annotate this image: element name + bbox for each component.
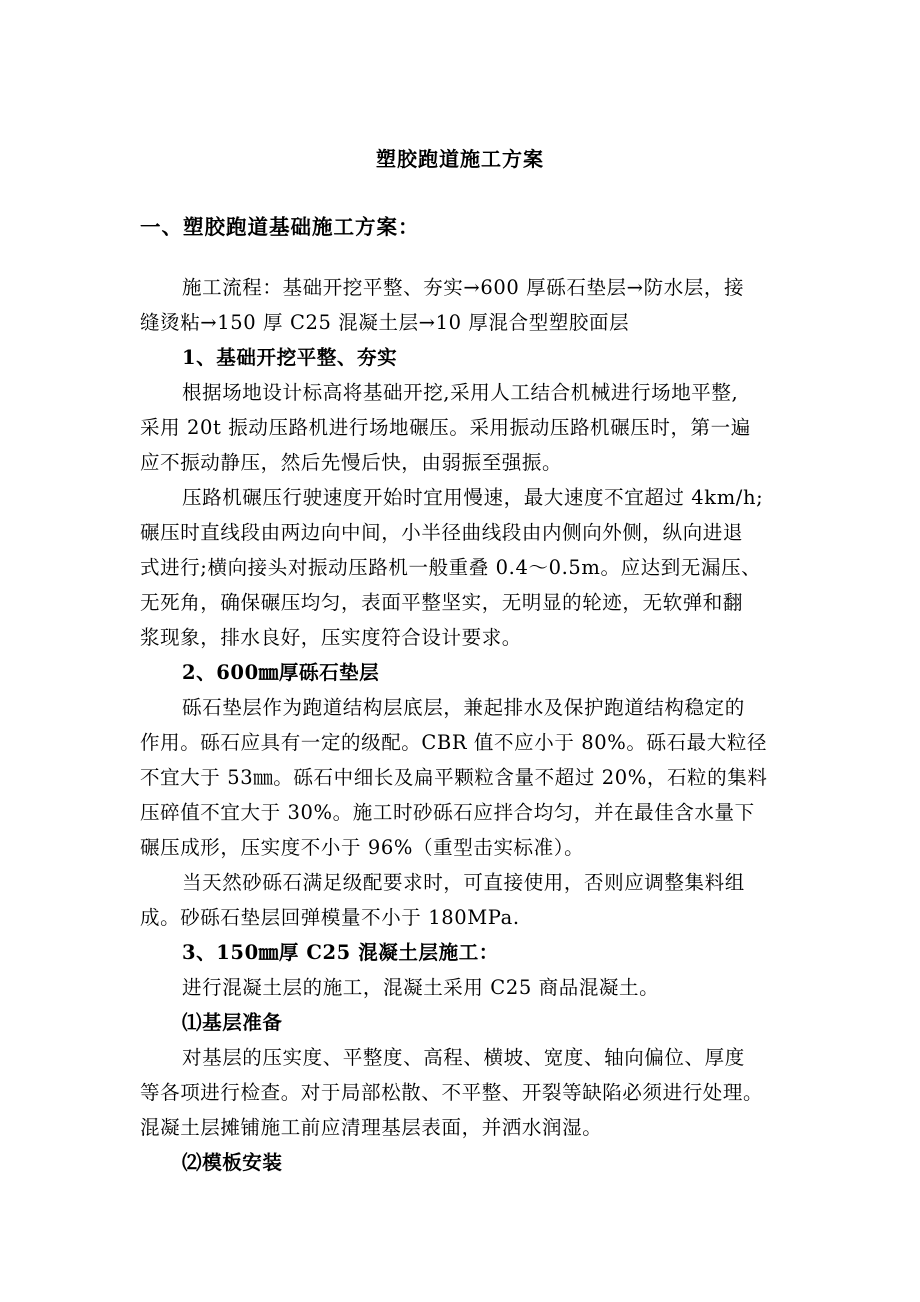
paragraph-line: 根据场地设计标高将基础开挖,采用人工结合机械进行场地平整, [182,381,739,404]
paragraph-line: 砾石垫层作为跑道结构层底层，兼起排水及保护跑道结构稳定的 [182,696,745,719]
paragraph-line: 应不振动静压，然后先慢后快，由弱振至强振。 [140,451,563,474]
subheading: 1、基础开挖平整、夯实 [182,346,398,369]
paragraph-line: 施工流程：基础开挖平整、夯实→600 厚砾石垫层→防水层，接 [182,276,745,299]
subheading: 3、150㎜厚 C25 混凝土层施工： [182,941,499,964]
paragraph-line: 采用 20t 振动压路机进行场地碾压。采用振动压路机碾压时，第一遍 [140,416,751,439]
paragraph-line: 对基层的压实度、平整度、高程、横坡、宽度、轴向偏位、厚度 [182,1046,745,1069]
paragraph-line: 碾压成形，压实度不小于 96%（重型击实标准）。 [140,836,585,859]
paragraph-line: 压路机碾压行驶速度开始时宜用慢速，最大速度不宜超过 4km/h; [182,486,764,509]
subheading: 2、600㎜厚砾石垫层 [182,661,380,684]
paragraph-line: 进行混凝土层的施工，混凝土采用 C25 商品混凝土。 [182,976,660,999]
subheading: ⑴基层准备 [182,1011,283,1034]
paragraph-line: 碾压时直线段由两边向中间，小半径曲线段由内侧向外侧，纵向进退 [140,521,744,544]
paragraph-line: 无死角，确保碾压均匀，表面平整坚实，无明显的轮迹，无软弹和翻 [140,591,744,614]
paragraph-line: 不宜大于 53㎜。砾石中细长及扁平颗粒含量不超过 20%，石粒的集料 [140,766,768,789]
subheading: ⑵模板安装 [182,1151,283,1174]
document-title: 塑胶跑道施工方案 [376,147,544,171]
paragraph-line: 当天然砂砾石满足级配要求时，可直接使用，否则应调整集料组 [182,871,745,894]
paragraph-line: 式进行;横向接头对振动压路机一般重叠 0.4～0.5m。应达到无漏压、 [140,556,762,579]
paragraph-line: 作用。砾石应具有一定的级配。CBR 值不应小于 80%。砾石最大粒径 [140,731,768,754]
section-heading: 一、塑胶跑道基础施工方案： [140,215,420,239]
paragraph-line: 成。砂砾石垫层回弹模量不小于 180MPa. [140,906,520,929]
paragraph-line: 混凝土层摊铺施工前应清理基层表面，并洒水润湿。 [140,1116,603,1139]
paragraph-line: 缝烫粘→150 厚 C25 混凝土层→10 厚混合型塑胶面层 [140,311,630,334]
paragraph-line: 浆现象，排水良好，压实度符合设计要求。 [140,626,522,649]
paragraph-line: 等各项进行检查。对于局部松散、不平整、开裂等缺陷必须进行处理。 [140,1081,764,1104]
paragraph-line: 压碎值不宜大于 30%。施工时砂砾石应拌合均匀，并在最佳含水量下 [140,801,755,824]
